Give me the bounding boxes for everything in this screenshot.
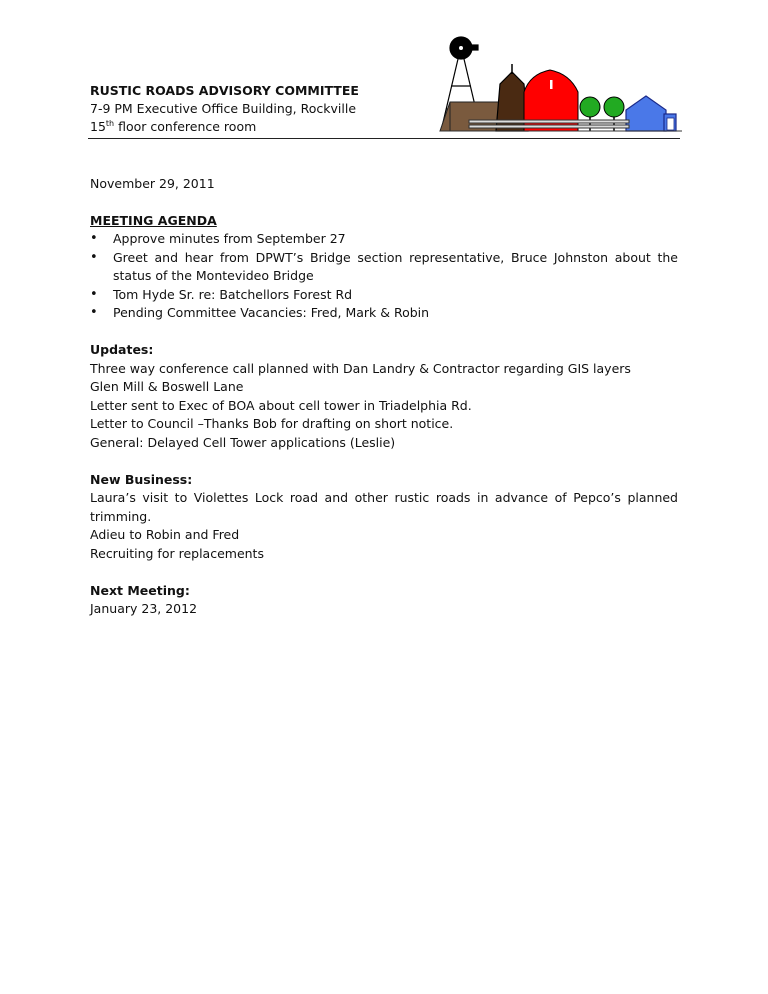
agenda-item: • Tom Hyde Sr. re: Batchellors Forest Rd	[90, 286, 678, 305]
next-meeting-date: January 23, 2012	[90, 601, 198, 616]
header-divider	[88, 138, 680, 139]
update-line: Glen Mill & Boswell Lane	[90, 379, 244, 394]
floor-suffix: th	[105, 119, 115, 128]
updates-heading: Updates:	[90, 342, 154, 357]
new-business-heading: New Business:	[90, 471, 193, 487]
update-line: Letter sent to Exec of BOA about cell tower in Triadelphia Rd.	[90, 397, 472, 413]
document-header	[90, 82, 430, 136]
agenda-list	[90, 230, 678, 323]
update-line: General: Delayed Cell Tower applications (Leslie)	[90, 434, 396, 450]
meeting-time-location: 7-9 PM Executive Office Building, Rockville	[90, 101, 357, 116]
agenda-item: • Greet and hear from DPWT’s Bridge section representative, Bruce Johnston about the status of the Montevideo Bridge	[90, 249, 678, 286]
agenda-heading: MEETING AGENDA	[90, 212, 217, 228]
next-meeting-heading: Next Meeting:	[90, 582, 190, 598]
update-line: Three way conference call planned with Dan Landry & Contractor regarding GIS layers	[90, 360, 631, 376]
floor-rest: floor conference room	[114, 119, 257, 134]
meeting-room	[90, 118, 430, 136]
new-business-line: Recruiting for replacements	[90, 545, 264, 561]
document-body	[90, 175, 678, 619]
committee-title: RUSTIC ROADS ADVISORY COMMITTEE	[90, 83, 359, 98]
house-icon	[626, 96, 676, 131]
update-line: Letter to Council –Thanks Bob for drafting on short notice.	[90, 416, 454, 431]
rustic-farm-logo-icon	[438, 34, 682, 134]
floor-number: 15	[90, 119, 106, 134]
meeting-date: November 29, 2011	[90, 176, 215, 191]
agenda-item: • Approve minutes from September 27	[90, 230, 678, 249]
agenda-item: • Pending Committee Vacancies: Fred, Mark & Robin	[90, 304, 678, 323]
new-business-line: Laura’s visit to Violettes Lock road and other rustic roads in advance of Pepco’s planned trimming.	[90, 490, 678, 524]
new-business-line: Adieu to Robin and Fred	[90, 527, 240, 542]
